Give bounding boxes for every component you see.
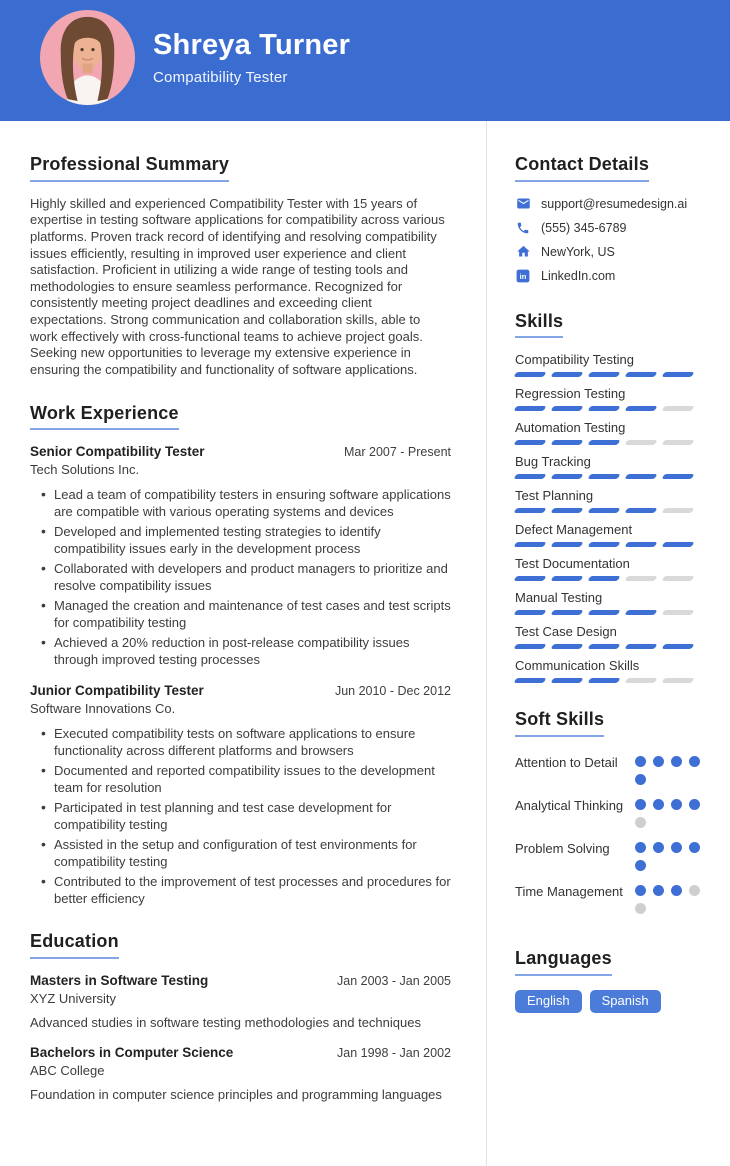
job-bullet: • Developed and implemented testing strategies to identify compatibility issues early in the development process [54,524,451,557]
level-dot [689,756,700,767]
level-dot [689,799,700,810]
level-dot [689,885,700,896]
level-segment [550,542,583,547]
level-segment [513,474,546,479]
job-entry [30,683,451,907]
skill-item [515,454,707,479]
skill-item [515,556,707,581]
level-segment [513,678,546,683]
skill-item [515,658,707,683]
level-segment [550,576,583,581]
level-segment [513,644,546,649]
skill-item [515,386,707,411]
level-segment [513,576,546,581]
education-description: Foundation in computer science principles and programming languages [30,1086,442,1102]
soft-skills-list [515,753,707,921]
skill-item [515,488,707,513]
contact-location: NewYork, US [541,244,615,259]
skill-level-bar [515,678,707,683]
education-school: XYZ University [30,990,116,1006]
job-bullet: • Participated in test planning and test case development for compatibility testing [54,800,451,833]
job-bullet: • Executed compatibility tests on software applications to ensure functionality across different platforms and browsers [54,726,451,759]
section-soft-skills [515,709,707,921]
job-bullet: • Managed the creation and maintenance of test cases and test scripts for compatibility testing [54,598,451,631]
level-segment [661,508,694,513]
level-dot [671,842,682,853]
level-segment [624,644,657,649]
skill-level-bar [515,474,707,479]
level-segment [624,610,657,615]
section-education [30,931,451,1102]
skill-level-bar [515,542,707,547]
job-dates: Mar 2007 - Present [344,445,451,460]
skill-level-bar [515,372,707,377]
skill-name: Manual Testing [515,590,603,606]
level-segment [624,440,657,445]
section-skills [515,311,707,684]
level-segment [624,508,657,513]
soft-skill-item [515,882,707,921]
job-bullet: • Contributed to the improvement of test processes and procedures for better efficiency [54,874,451,907]
level-segment [587,542,620,547]
language-badge: English [515,990,582,1013]
level-segment [550,406,583,411]
education-entry [30,1045,451,1102]
level-dot [635,774,646,785]
sidebar-column [487,121,730,1166]
contact-phone-row [515,220,707,236]
job-bullet-list [30,487,451,668]
level-segment [550,644,583,649]
skill-name: Defect Management [515,522,633,538]
level-segment [587,576,620,581]
level-segment [587,406,620,411]
soft-skill-level-dots [635,839,707,878]
level-segment [513,406,546,411]
header-banner [0,0,730,121]
level-segment [550,474,583,479]
level-segment [661,576,694,581]
skills-list [515,352,707,683]
skill-item [515,590,707,615]
section-work-experience [30,403,451,908]
skill-name: Test Case Design [515,624,617,640]
level-segment [624,678,657,683]
skill-item [515,352,707,377]
soft-skill-item [515,796,707,835]
level-dot [689,842,700,853]
skill-item [515,624,707,649]
languages-section-title: Languages [515,948,612,976]
contact-phone[interactable]: (555) 345-6789 [541,220,627,235]
contact-linkedin-row [515,268,707,284]
level-segment [587,440,620,445]
level-dot [635,903,646,914]
contact-section-title: Contact Details [515,154,649,182]
education-degree: Masters in Software Testing [30,972,209,988]
level-segment [624,576,657,581]
skill-level-bar [515,440,707,445]
education-dates: Jan 1998 - Jan 2002 [337,1045,451,1060]
education-dates: Jan 2003 - Jan 2005 [337,973,451,988]
skill-name: Test Planning [515,488,594,504]
job-bullet: • Achieved a 20% reduction in post-release compatibility issues through improved testing processes [54,635,451,668]
linkedin-icon [515,268,531,284]
level-dot [653,842,664,853]
soft-skill-level-dots [635,796,707,835]
level-segment [624,542,657,547]
skill-name: Bug Tracking [515,454,591,470]
level-segment [661,678,694,683]
skill-item [515,420,707,445]
education-description: Advanced studies in software testing methodologies and techniques [30,1014,421,1030]
level-segment [587,474,620,479]
level-segment [661,440,694,445]
contact-location-row [515,244,707,260]
soft-skill-name: Attention to Detail [515,755,618,771]
level-segment [587,372,620,377]
soft-skill-item [515,839,707,878]
email-icon [515,196,531,212]
svg-text:in: in [519,271,527,281]
job-role: Senior Compatibility Tester [30,444,205,460]
profile-photo [40,10,135,105]
education-school: ABC College [30,1062,105,1078]
job-bullet: • Lead a team of compatibility testers in ensuring software applications are compatible with various operating systems and devices [54,487,451,520]
soft-skill-level-dots [635,753,707,792]
level-dot [635,756,646,767]
job-bullet-list [30,726,451,907]
level-dot [635,817,646,828]
level-segment [624,372,657,377]
education-entry [30,973,451,1030]
level-dot [653,885,664,896]
skill-name: Test Documentation [515,556,630,572]
job-bullet: • Collaborated with developers and product managers to prioritize and resolve compatibility issues [54,561,451,594]
job-role: Junior Compatibility Tester [30,683,204,699]
languages-list [515,990,707,1013]
level-dot [653,799,664,810]
skill-name: Compatibility Testing [515,352,634,368]
level-segment [624,474,657,479]
level-segment [587,678,620,683]
section-languages [515,948,707,1013]
job-dates: Jun 2010 - Dec 2012 [334,684,451,699]
soft-skill-name: Problem Solving [515,841,610,857]
level-dot [635,885,646,896]
summary-section-title: Professional Summary [30,154,229,182]
level-segment [661,372,694,377]
person-name: Shreya Turner [153,29,351,62]
summary-text: Highly skilled and experienced Compatibility Tester with 15 years of expertise in testing software applications for compatibility across various platforms. Proven track record of identifying and resolving compatibility issues efficiently, resulting in improved user experience and client satisfaction. Proficient in utilizing a wide range of testing tools and methodologies to ensure seamless performance. Recognized for consistently meeting project deadlines and exceeding client expectations. Strong communication and collaboration skills, able to work effectively with cross-functional teams to achieve project goals. Seeking new opportunities to leverage my extensive experience in ensuring the compatibility and functionality of software applications. [30,195,445,377]
education-section-title: Education [30,931,119,959]
level-segment [550,440,583,445]
skill-level-bar [515,508,707,513]
level-dot [635,860,646,871]
job-company: Software Innovations Co. [30,701,176,717]
skill-name: Automation Testing [515,420,626,436]
education-degree: Bachelors in Computer Science [30,1044,234,1060]
language-badge: Spanish [590,990,661,1013]
level-segment [550,678,583,683]
skill-item [515,522,707,547]
level-segment [587,508,620,513]
level-segment [513,508,546,513]
skill-level-bar [515,576,707,581]
soft-skill-name: Time Management [515,884,623,900]
level-segment [550,610,583,615]
skill-level-bar [515,406,707,411]
level-segment [587,610,620,615]
level-segment [661,610,694,615]
section-professional-summary [30,154,451,379]
level-segment [513,440,546,445]
level-dot [635,842,646,853]
level-segment [513,610,546,615]
skills-section-title: Skills [515,311,563,339]
contact-email[interactable]: support@resumedesign.ai [541,196,688,211]
job-bullet: • Assisted in the setup and configuration of test environments for compatibility testing [54,837,451,870]
home-icon [515,244,531,260]
soft-skills-section-title: Soft Skills [515,709,604,737]
level-dot [671,799,682,810]
level-dot [671,885,682,896]
main-column [0,121,487,1166]
section-contact-details [515,154,707,284]
level-segment [550,372,583,377]
level-segment [661,406,694,411]
skill-level-bar [515,610,707,615]
level-segment [661,644,694,649]
soft-skill-level-dots [635,882,707,921]
level-segment [513,372,546,377]
level-segment [661,542,694,547]
profile-photo-illustration [40,10,135,105]
level-segment [661,474,694,479]
level-segment [587,644,620,649]
phone-icon [515,220,531,236]
job-entry [30,444,451,668]
skill-name: Regression Testing [515,386,626,402]
level-segment [513,542,546,547]
level-dot [653,756,664,767]
skill-name: Communication Skills [515,658,640,674]
level-segment [550,508,583,513]
experience-section-title: Work Experience [30,403,179,431]
level-dot [671,756,682,767]
job-company: Tech Solutions Inc. [30,462,140,478]
person-job-title: Compatibility Tester [153,68,288,86]
level-dot [635,799,646,810]
job-bullet: • Documented and reported compatibility issues to the development team for resolution [54,763,451,796]
skill-level-bar [515,644,707,649]
contact-linkedin[interactable]: LinkedIn.com [541,268,616,283]
level-segment [624,406,657,411]
soft-skill-item [515,753,707,792]
contact-email-row [515,196,707,212]
soft-skill-name: Analytical Thinking [515,798,624,814]
